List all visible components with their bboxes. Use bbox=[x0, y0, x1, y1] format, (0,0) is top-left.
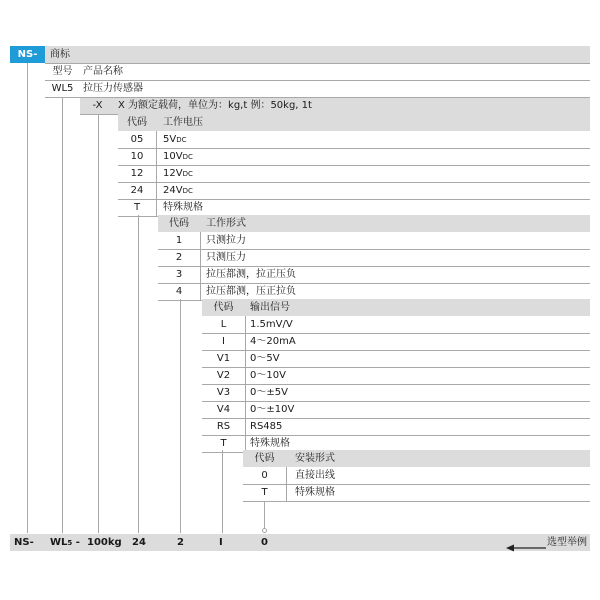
example-mount: 0 bbox=[261, 537, 268, 548]
divider bbox=[243, 501, 590, 502]
voltage-code: 24 bbox=[130, 185, 144, 196]
divider bbox=[45, 63, 590, 64]
load-code: -X bbox=[92, 100, 103, 111]
voltage-value: 10V bbox=[163, 151, 183, 162]
output-label: 0～±10V bbox=[250, 404, 295, 415]
workform-code: 1 bbox=[175, 235, 183, 246]
connector-workform bbox=[180, 299, 181, 533]
voltage-label bbox=[163, 165, 193, 183]
divider bbox=[45, 97, 590, 98]
model-label: 型号 bbox=[52, 66, 73, 77]
example-ns: NS- bbox=[14, 537, 34, 548]
column-divider bbox=[245, 418, 246, 435]
voltage-label bbox=[163, 148, 193, 166]
voltage-value: 12V bbox=[163, 168, 183, 179]
output-label: 0～±5V bbox=[250, 387, 288, 398]
output-code: V2 bbox=[216, 370, 231, 381]
example-model bbox=[50, 534, 80, 552]
column-divider bbox=[200, 249, 201, 266]
voltage-unit: DC bbox=[182, 170, 193, 178]
mount-label: 特殊规格 bbox=[295, 487, 335, 498]
mount-code: 0 bbox=[261, 470, 268, 481]
model-code: WL5 bbox=[51, 83, 74, 94]
workform-head-code: 代码 bbox=[169, 218, 189, 229]
output-code: L bbox=[220, 319, 227, 330]
divider bbox=[45, 80, 590, 81]
column-divider bbox=[156, 199, 157, 216]
column-divider bbox=[156, 182, 157, 199]
connector-output bbox=[222, 450, 223, 533]
example-model-dash: - bbox=[72, 537, 80, 548]
output-code: V4 bbox=[216, 404, 231, 415]
voltage-code: 05 bbox=[130, 134, 144, 145]
voltage-unit: DC bbox=[182, 187, 193, 195]
output-label: 特殊规格 bbox=[250, 438, 290, 449]
voltage-head-title: 工作电压 bbox=[163, 117, 203, 128]
column-divider bbox=[245, 316, 246, 333]
voltage-value: 特殊规格 bbox=[163, 202, 203, 213]
connector-end-dot bbox=[262, 528, 267, 533]
column-divider bbox=[286, 467, 287, 484]
example-voltage: 24 bbox=[132, 537, 146, 548]
output-label: 4～20mA bbox=[250, 336, 296, 347]
example-load: 100kg bbox=[87, 537, 122, 548]
workform-code: 3 bbox=[175, 269, 183, 280]
workform-label: 只测压力 bbox=[206, 252, 246, 263]
output-code: V1 bbox=[216, 353, 231, 364]
output-code: V3 bbox=[216, 387, 231, 398]
voltage-unit: DC bbox=[176, 136, 187, 144]
column-divider bbox=[245, 384, 246, 401]
example-caption: 选型举例 bbox=[547, 537, 587, 548]
voltage-label bbox=[163, 182, 193, 200]
voltage-code: 12 bbox=[130, 168, 144, 179]
connector-voltage bbox=[138, 215, 139, 533]
workform-label: 拉压都测，拉正压负 bbox=[206, 269, 296, 280]
output-code: T bbox=[220, 438, 227, 449]
mount-code: T bbox=[261, 487, 268, 498]
voltage-value: 24V bbox=[163, 185, 183, 196]
voltage-head-code: 代码 bbox=[127, 117, 147, 128]
mount-head-title: 安装形式 bbox=[295, 453, 335, 464]
voltage-unit: DC bbox=[182, 153, 193, 161]
voltage-code: T bbox=[133, 202, 141, 213]
column-divider bbox=[245, 401, 246, 418]
example-form: 2 bbox=[177, 537, 184, 548]
product-name-label: 产品名称 bbox=[83, 66, 123, 77]
column-divider bbox=[200, 232, 201, 249]
output-head-code: 代码 bbox=[213, 302, 234, 313]
column-divider bbox=[156, 131, 157, 148]
trademark-label: 商标 bbox=[50, 49, 70, 60]
column-divider bbox=[156, 165, 157, 182]
mount-label: 直接出线 bbox=[295, 470, 335, 481]
workform-label: 拉压都测，压正拉负 bbox=[206, 286, 296, 297]
output-head-title: 输出信号 bbox=[250, 302, 290, 313]
output-code: I bbox=[222, 336, 225, 347]
workform-code: 2 bbox=[175, 252, 183, 263]
header-row-trademark bbox=[45, 46, 590, 63]
column-divider bbox=[245, 333, 246, 350]
connector-load bbox=[98, 114, 99, 533]
output-label: 0～10V bbox=[250, 370, 286, 381]
workform-head-title: 工作形式 bbox=[206, 218, 246, 229]
connector-ns bbox=[27, 63, 28, 533]
connector-model bbox=[62, 97, 63, 533]
output-label: 0～5V bbox=[250, 353, 280, 364]
column-divider bbox=[156, 148, 157, 165]
brand-badge: NS- bbox=[10, 46, 45, 63]
column-divider bbox=[286, 484, 287, 501]
example-model-sub: 5 bbox=[67, 539, 73, 547]
output-label: 1.5mV/V bbox=[250, 319, 293, 330]
example-model-main: WL bbox=[50, 537, 68, 548]
load-description: X 为额定载荷，单位为：kg,t 例：50kg, 1t bbox=[118, 100, 312, 111]
workform-label: 只测拉力 bbox=[206, 235, 246, 246]
column-divider bbox=[245, 350, 246, 367]
workform-code: 4 bbox=[175, 286, 183, 297]
arrow-left-icon bbox=[506, 538, 546, 548]
column-divider bbox=[200, 266, 201, 283]
output-label: RS485 bbox=[250, 421, 283, 432]
voltage-value: 5V bbox=[163, 134, 177, 145]
product-name: 拉压力传感器 bbox=[83, 83, 143, 94]
voltage-label bbox=[163, 131, 186, 149]
mount-head-code: 代码 bbox=[254, 453, 275, 464]
output-code: RS bbox=[216, 421, 231, 432]
column-divider bbox=[200, 283, 201, 300]
voltage-code: 10 bbox=[130, 151, 144, 162]
column-divider bbox=[245, 367, 246, 384]
example-output: I bbox=[219, 537, 223, 548]
